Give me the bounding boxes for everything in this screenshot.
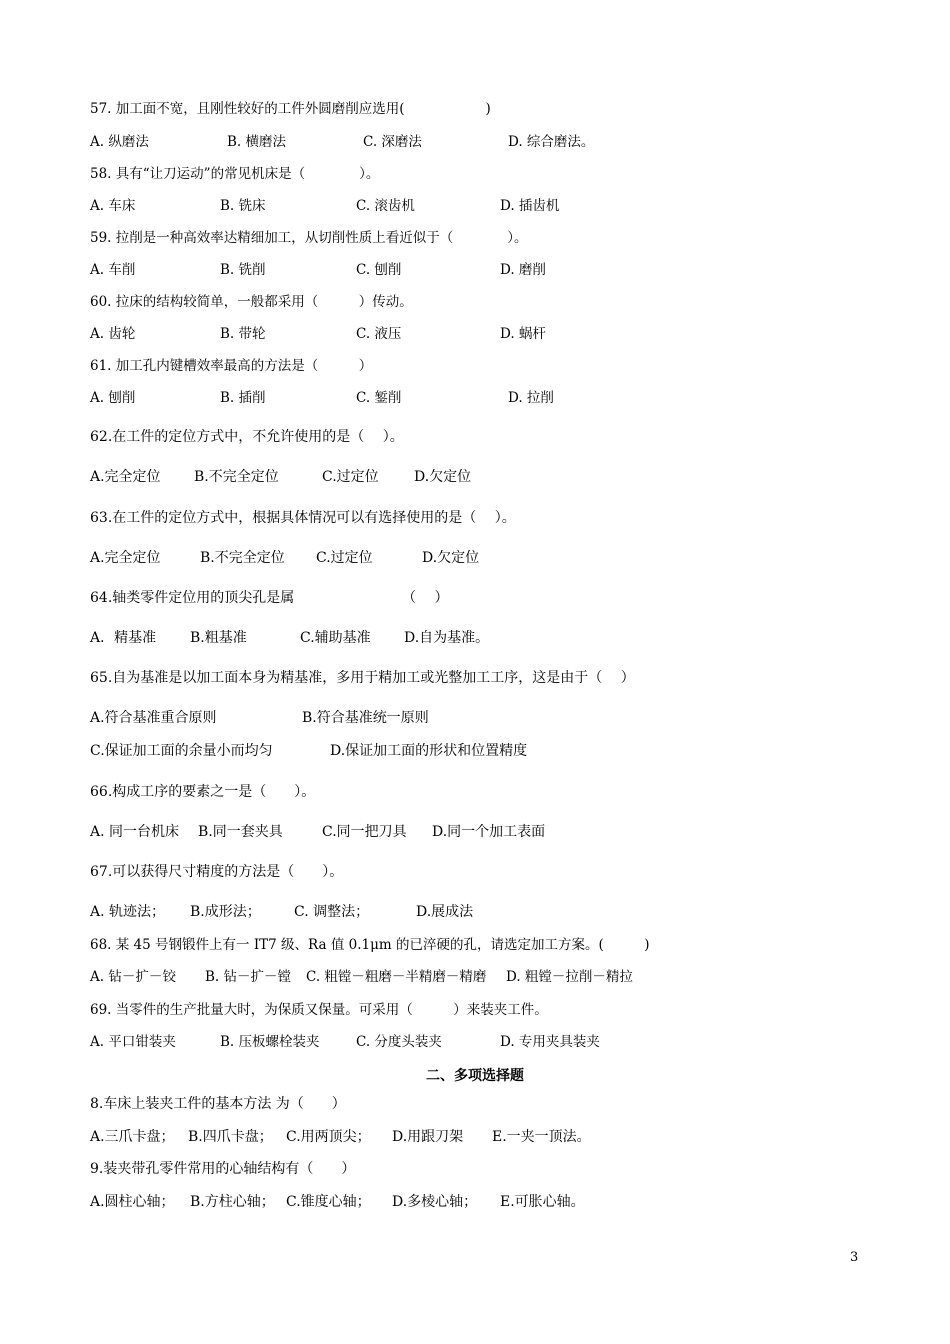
option-a: A. 刨削 — [90, 390, 136, 406]
question-64-text: 64.轴类零件定位用的顶尖孔是属 — [90, 590, 295, 606]
question-59-stem: 59. 拉削是一种高效率达精细加工，从切削性质上看近似于（ ）。 — [90, 230, 528, 246]
option-a: A. 车床 — [90, 198, 136, 214]
option-a: A. 同一台机床 — [90, 824, 180, 840]
option-b: B.不完全定位 — [200, 550, 285, 566]
option-c: C.保证加工面的余量小而均匀 — [90, 743, 273, 759]
question-69-stem: 69. 当零件的生产批量大时，为保质又保量。可采用（ ）来装夹工件。 — [90, 1002, 548, 1018]
question-68-stem: 68. 某 45 号钢锻件上有一 IT7 级、Ra 值 0.1μm 的已淬硬的孔，请选定加工方案。( ) — [90, 937, 650, 953]
option-d: D.保证加工面的形状和位置精度 — [330, 743, 528, 759]
option-a: A.符合基准重合原则 — [90, 710, 217, 726]
option-a: A.完全定位 — [90, 550, 161, 566]
option-a: A. 纵磨法 — [90, 134, 149, 150]
option-b: B.同一套夹具 — [198, 824, 283, 840]
page-number: 3 — [850, 1250, 859, 1265]
option-b: B.四爪卡盘； — [188, 1129, 273, 1145]
option-b: B. 钻－扩－镗 — [205, 969, 292, 985]
option-a: A. 齿轮 — [90, 326, 136, 342]
option-c: C. 液压 — [356, 326, 402, 342]
option-d: D. 专用夹具装夹 — [500, 1034, 600, 1050]
option-d: D.自为基准。 — [404, 630, 490, 646]
option-d: D. 插齿机 — [500, 198, 560, 214]
option-a: A. 车削 — [90, 262, 136, 278]
question-62-stem: 62.在工件的定位方式中，不允许使用的是（ ）。 — [90, 429, 404, 445]
option-c: C. 滚齿机 — [356, 198, 415, 214]
option-c: C. 刨削 — [356, 262, 402, 278]
option-b: B.方柱心轴； — [190, 1194, 275, 1210]
option-a: A. 钻－扩－铰 — [90, 969, 176, 985]
option-d: D.欠定位 — [422, 550, 480, 566]
option-b: B. 铣削 — [220, 262, 266, 278]
option-c: C. 錾削 — [356, 390, 402, 406]
option-a: A. 平口钳装夹 — [90, 1034, 176, 1050]
option-a: A.三爪卡盘； — [90, 1129, 175, 1145]
option-d: D.多棱心轴； — [392, 1194, 478, 1210]
option-e: E.可胀心轴。 — [500, 1194, 585, 1210]
option-c: C.辅助基准 — [300, 630, 371, 646]
option-a: A. 轨迹法； — [90, 904, 166, 920]
question-67-stem: 67.可以获得尺寸精度的方法是（ ）。 — [90, 864, 344, 880]
section-title: 二、多项选择题 — [426, 1068, 524, 1084]
option-a: A．精基准 — [90, 630, 157, 646]
question-64-stem — [90, 589, 449, 607]
option-b: B.符合基准统一原则 — [302, 710, 429, 726]
option-c: C.过定位 — [322, 469, 379, 485]
option-b: B.成形法； — [190, 904, 261, 920]
option-d: D.同一个加工表面 — [432, 824, 546, 840]
question-60-stem: 60. 拉床的结构较简单，一般都采用（ ）传动。 — [90, 294, 413, 310]
question-58-stem: 58. 具有“让刀运动”的常见机床是（ ）。 — [90, 166, 380, 182]
option-b: B. 铣床 — [220, 198, 266, 214]
option-c: C. 调整法； — [294, 904, 370, 920]
option-c: C. 粗镗－粗磨－半精磨－精磨 — [306, 969, 487, 985]
option-c: C.同一把刀具 — [322, 824, 407, 840]
option-d: D. 综合磨法。 — [508, 134, 595, 150]
option-a: A.完全定位 — [90, 469, 161, 485]
option-d: D. 磨削 — [500, 262, 546, 278]
question-64-blank: （ ） — [402, 590, 449, 606]
option-e: E.一夹一顶法。 — [492, 1129, 591, 1145]
option-c: C.锥度心轴； — [286, 1194, 371, 1210]
question-57-stem: 57. 加工面不宽，且刚性较好的工件外圆磨削应选用( ) — [90, 101, 491, 117]
option-b: B. 横磨法 — [227, 134, 287, 150]
option-c: C.过定位 — [316, 550, 373, 566]
option-b: B. 压板螺栓装夹 — [220, 1034, 320, 1050]
question-66-stem: 66.构成工序的要素之一是（ ）。 — [90, 784, 316, 800]
option-b: B. 插削 — [220, 390, 266, 406]
option-d: D. 拉削 — [508, 390, 554, 406]
option-b: B.不完全定位 — [194, 469, 279, 485]
option-d: D.欠定位 — [414, 469, 472, 485]
option-d: D.用跟刀架 — [392, 1129, 464, 1145]
question-65-stem: 65.自为基准是以加工面本身为精基准，多用于精加工或光整加工工序，这是由于（ ） — [90, 670, 635, 686]
option-c: C. 深磨法 — [363, 134, 422, 150]
option-c: C. 分度头装夹 — [356, 1034, 442, 1050]
option-b: B. 带轮 — [220, 326, 266, 342]
multi-question-9-stem: 9.装夹带孔零件常用的心轴结构有（ ） — [90, 1161, 356, 1177]
option-d: D. 粗镗－拉削－精拉 — [506, 969, 633, 985]
multi-question-8-stem: 8.车床上装夹工件的基本方法 为（ ） — [90, 1096, 346, 1112]
option-b: B.粗基准 — [190, 630, 247, 646]
option-d: D.展成法 — [416, 904, 474, 920]
option-c: C.用两顶尖； — [286, 1129, 371, 1145]
option-d: D. 蜗杆 — [500, 326, 546, 342]
question-63-stem: 63.在工件的定位方式中，根据具体情况可以有选择使用的是（ ）。 — [90, 510, 516, 526]
question-61-stem: 61. 加工孔内键槽效率最高的方法是（ ） — [90, 358, 373, 374]
option-a: A.圆柱心轴； — [90, 1194, 175, 1210]
